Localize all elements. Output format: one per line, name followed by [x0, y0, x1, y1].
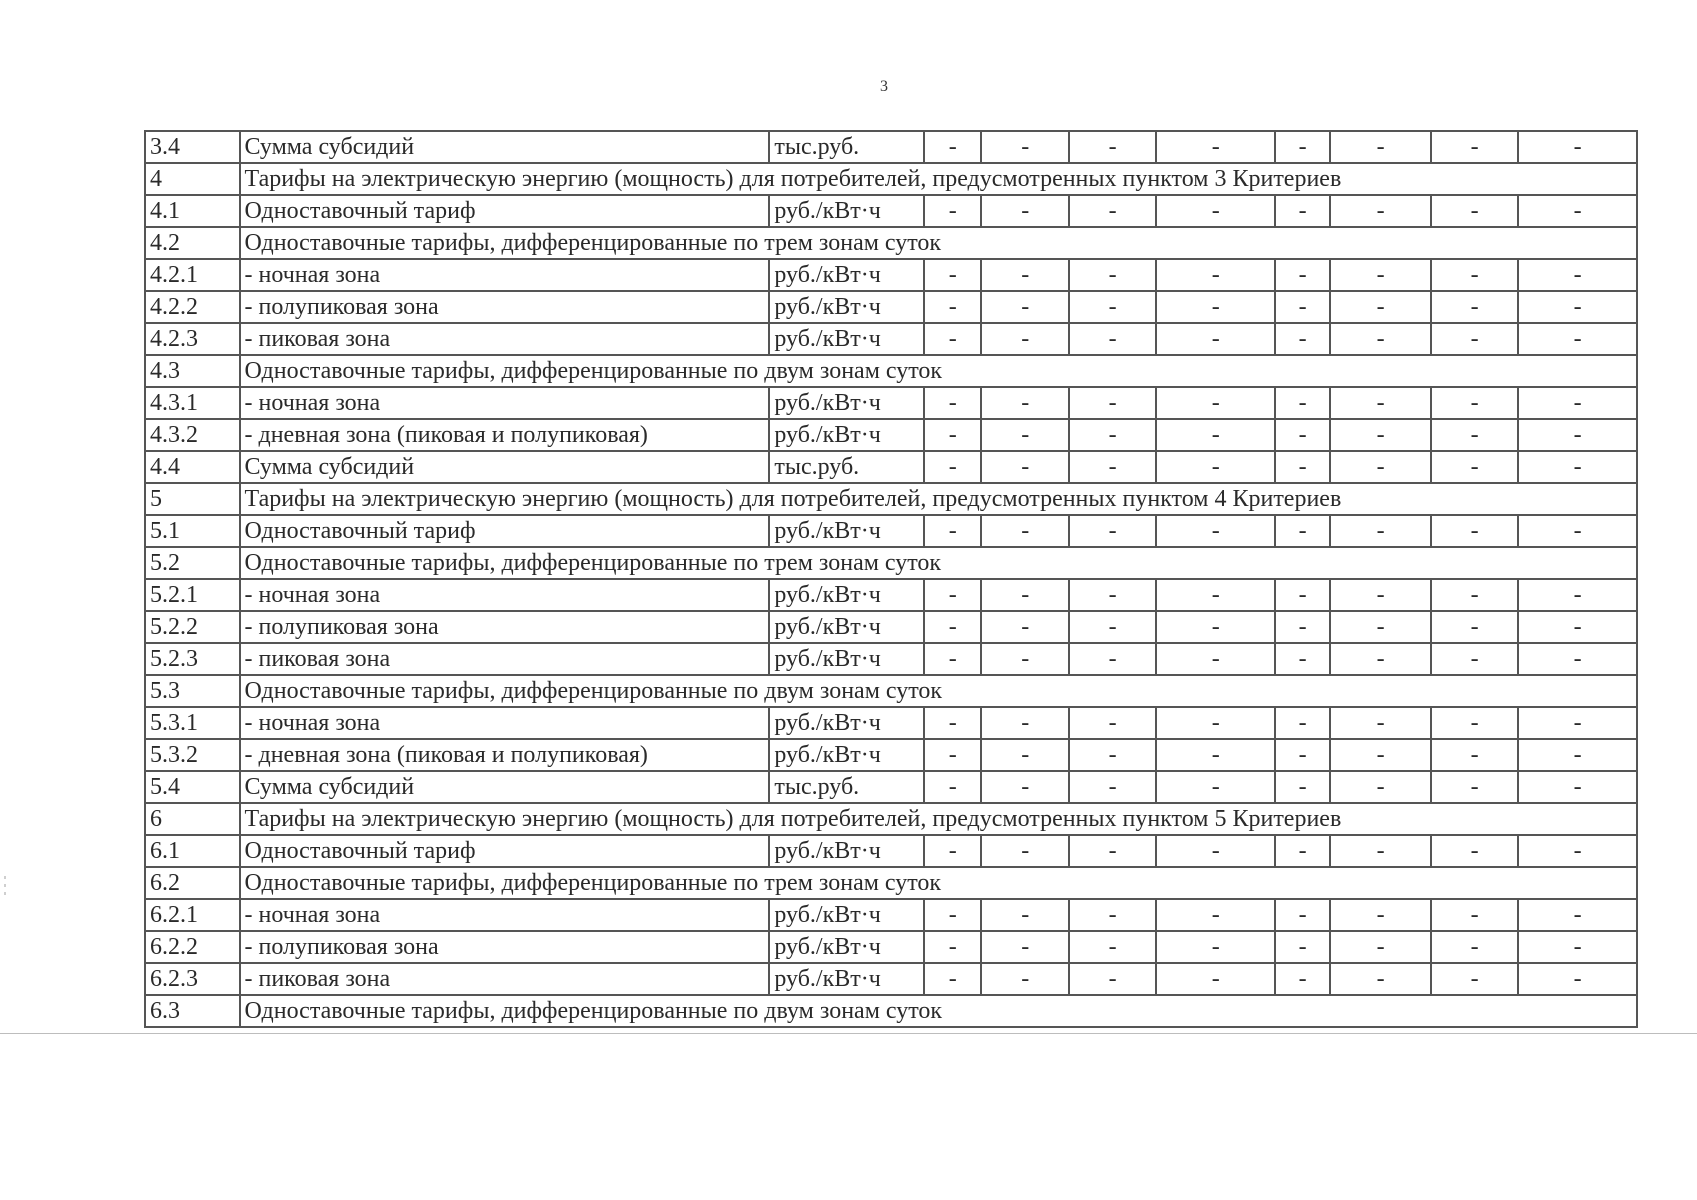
unit-cell: тыс.руб.: [769, 771, 924, 803]
row-number-cell: 5.2.2: [145, 611, 240, 643]
row-number-cell: 4.3.2: [145, 419, 240, 451]
value-cell: -: [1330, 515, 1431, 547]
value-cell: -: [1431, 515, 1518, 547]
value-cell: -: [1431, 611, 1518, 643]
row-number-cell: 4.2.1: [145, 259, 240, 291]
value-cell: -: [1518, 131, 1637, 163]
section-title-cell: Одноставочные тарифы, дифференцированные по трем зонам суток: [240, 227, 1638, 259]
row-name-cell: - ночная зона: [240, 259, 770, 291]
value-cell: -: [1156, 611, 1275, 643]
value-cell: -: [1069, 835, 1156, 867]
value-cell: -: [1518, 419, 1637, 451]
unit-cell: руб./кВт·ч: [769, 963, 924, 995]
section-row: [145, 803, 1637, 835]
row-number-cell: 3.4: [145, 131, 240, 163]
value-cell: -: [1069, 387, 1156, 419]
row-name-cell: Сумма субсидий: [240, 451, 770, 483]
value-cell: -: [1156, 131, 1275, 163]
table-row: [145, 195, 1637, 227]
value-cell: -: [924, 643, 981, 675]
unit-cell: руб./кВт·ч: [769, 515, 924, 547]
row-name-cell: - полупиковая зона: [240, 611, 770, 643]
value-cell: -: [1069, 707, 1156, 739]
value-cell: -: [924, 611, 981, 643]
value-cell: -: [1069, 291, 1156, 323]
unit-cell: руб./кВт·ч: [769, 899, 924, 931]
value-cell: -: [1431, 323, 1518, 355]
row-number-cell: 5.1: [145, 515, 240, 547]
unit-cell: руб./кВт·ч: [769, 259, 924, 291]
value-cell: -: [981, 131, 1068, 163]
unit-cell: руб./кВт·ч: [769, 707, 924, 739]
row-name-cell: - пиковая зона: [240, 323, 770, 355]
unit-cell: тыс.руб.: [769, 131, 924, 163]
unit-cell: тыс.руб.: [769, 451, 924, 483]
value-cell: -: [981, 611, 1068, 643]
value-cell: -: [1518, 195, 1637, 227]
value-cell: -: [1518, 387, 1637, 419]
unit-cell: руб./кВт·ч: [769, 611, 924, 643]
section-row: [145, 227, 1637, 259]
row-number-cell: 6.2: [145, 867, 240, 899]
value-cell: -: [1275, 643, 1330, 675]
unit-cell: руб./кВт·ч: [769, 195, 924, 227]
value-cell: -: [1431, 451, 1518, 483]
value-cell: -: [981, 579, 1068, 611]
scan-artifact-line: [0, 1033, 1697, 1034]
row-name-cell: - пиковая зона: [240, 643, 770, 675]
value-cell: -: [1330, 323, 1431, 355]
row-number-cell: 4.2.3: [145, 323, 240, 355]
row-number-cell: 4.3: [145, 355, 240, 387]
row-number-cell: 5.2.1: [145, 579, 240, 611]
value-cell: -: [1275, 419, 1330, 451]
value-cell: -: [1518, 451, 1637, 483]
row-number-cell: 5.2: [145, 547, 240, 579]
value-cell: -: [1431, 387, 1518, 419]
value-cell: -: [924, 451, 981, 483]
section-title-cell: Одноставочные тарифы, дифференцированные по трем зонам суток: [240, 867, 1638, 899]
table-row: [145, 771, 1637, 803]
row-name-cell: - пиковая зона: [240, 963, 770, 995]
value-cell: -: [1518, 899, 1637, 931]
value-cell: -: [1518, 643, 1637, 675]
table-row: [145, 323, 1637, 355]
table-row: [145, 291, 1637, 323]
value-cell: -: [1330, 131, 1431, 163]
value-cell: -: [1069, 611, 1156, 643]
unit-cell: руб./кВт·ч: [769, 835, 924, 867]
value-cell: -: [924, 131, 981, 163]
value-cell: -: [1518, 579, 1637, 611]
value-cell: -: [1156, 835, 1275, 867]
value-cell: -: [1156, 291, 1275, 323]
value-cell: -: [1275, 611, 1330, 643]
table-row: [145, 643, 1637, 675]
row-number-cell: 5.4: [145, 771, 240, 803]
value-cell: -: [924, 259, 981, 291]
row-number-cell: 4.4: [145, 451, 240, 483]
table-row: [145, 931, 1637, 963]
value-cell: -: [1156, 963, 1275, 995]
value-cell: -: [1431, 707, 1518, 739]
value-cell: -: [1275, 899, 1330, 931]
value-cell: -: [1431, 931, 1518, 963]
value-cell: -: [981, 771, 1068, 803]
value-cell: -: [981, 899, 1068, 931]
value-cell: -: [1431, 643, 1518, 675]
table-row: [145, 739, 1637, 771]
table-row: [145, 963, 1637, 995]
value-cell: -: [1330, 419, 1431, 451]
value-cell: -: [981, 835, 1068, 867]
table-row: [145, 579, 1637, 611]
value-cell: -: [1069, 963, 1156, 995]
section-title-cell: Тарифы на электрическую энергию (мощность) для потребителей, предусмотренных пунктом 3 Критериев: [240, 163, 1638, 195]
unit-cell: руб./кВт·ч: [769, 387, 924, 419]
row-number-cell: 4.1: [145, 195, 240, 227]
value-cell: -: [1431, 195, 1518, 227]
value-cell: -: [1156, 771, 1275, 803]
value-cell: -: [1069, 579, 1156, 611]
row-number-cell: 4.2: [145, 227, 240, 259]
section-title-cell: Тарифы на электрическую энергию (мощность) для потребителей, предусмотренных пунктом 4 Критериев: [240, 483, 1638, 515]
value-cell: -: [1431, 419, 1518, 451]
row-name-cell: - ночная зона: [240, 579, 770, 611]
value-cell: -: [924, 195, 981, 227]
row-number-cell: 5: [145, 483, 240, 515]
row-number-cell: 5.3.1: [145, 707, 240, 739]
value-cell: -: [1275, 579, 1330, 611]
row-name-cell: - дневная зона (пиковая и полупиковая): [240, 739, 770, 771]
value-cell: -: [1069, 739, 1156, 771]
value-cell: -: [1275, 771, 1330, 803]
row-name-cell: Одноставочный тариф: [240, 195, 770, 227]
value-cell: -: [924, 963, 981, 995]
value-cell: -: [1330, 835, 1431, 867]
section-row: [145, 547, 1637, 579]
value-cell: -: [1069, 323, 1156, 355]
value-cell: -: [1431, 771, 1518, 803]
value-cell: -: [1330, 451, 1431, 483]
value-cell: -: [924, 931, 981, 963]
unit-cell: руб./кВт·ч: [769, 291, 924, 323]
unit-cell: руб./кВт·ч: [769, 643, 924, 675]
value-cell: -: [1156, 323, 1275, 355]
value-cell: -: [1156, 899, 1275, 931]
value-cell: -: [924, 835, 981, 867]
value-cell: -: [981, 931, 1068, 963]
section-title-cell: Одноставочные тарифы, дифференцированные по двум зонам суток: [240, 675, 1638, 707]
value-cell: -: [981, 515, 1068, 547]
row-number-cell: 6.2.1: [145, 899, 240, 931]
value-cell: -: [924, 771, 981, 803]
value-cell: -: [1330, 707, 1431, 739]
value-cell: -: [1330, 579, 1431, 611]
value-cell: -: [1069, 195, 1156, 227]
unit-cell: руб./кВт·ч: [769, 931, 924, 963]
value-cell: -: [924, 515, 981, 547]
table-row: [145, 515, 1637, 547]
value-cell: -: [1275, 291, 1330, 323]
section-row: [145, 355, 1637, 387]
value-cell: -: [981, 387, 1068, 419]
row-name-cell: - ночная зона: [240, 707, 770, 739]
value-cell: -: [1330, 739, 1431, 771]
table-row: [145, 899, 1637, 931]
value-cell: -: [1156, 259, 1275, 291]
value-cell: -: [1518, 291, 1637, 323]
row-number-cell: 6: [145, 803, 240, 835]
value-cell: -: [1330, 291, 1431, 323]
value-cell: -: [1156, 451, 1275, 483]
value-cell: -: [981, 451, 1068, 483]
value-cell: -: [981, 963, 1068, 995]
value-cell: -: [1431, 835, 1518, 867]
value-cell: -: [1330, 195, 1431, 227]
value-cell: -: [1330, 899, 1431, 931]
table-row: [145, 835, 1637, 867]
table-row: [145, 131, 1637, 163]
value-cell: -: [1431, 739, 1518, 771]
row-name-cell: - ночная зона: [240, 899, 770, 931]
value-cell: -: [1156, 387, 1275, 419]
row-name-cell: - полупиковая зона: [240, 291, 770, 323]
value-cell: -: [1330, 643, 1431, 675]
value-cell: -: [1275, 515, 1330, 547]
row-number-cell: 5.3.2: [145, 739, 240, 771]
row-name-cell: - полупиковая зона: [240, 931, 770, 963]
table-row: [145, 387, 1637, 419]
value-cell: -: [1275, 131, 1330, 163]
value-cell: -: [1156, 579, 1275, 611]
value-cell: -: [1069, 643, 1156, 675]
value-cell: -: [981, 291, 1068, 323]
value-cell: -: [1431, 899, 1518, 931]
page-number: 3: [880, 78, 888, 95]
scan-artifact-mark: [4, 892, 6, 895]
row-number-cell: 6.3: [145, 995, 240, 1027]
value-cell: -: [1069, 515, 1156, 547]
section-row: [145, 483, 1637, 515]
value-cell: -: [1069, 419, 1156, 451]
value-cell: -: [924, 899, 981, 931]
table-row: [145, 707, 1637, 739]
row-number-cell: 6.2.2: [145, 931, 240, 963]
row-number-cell: 5.3: [145, 675, 240, 707]
section-title-cell: Одноставочные тарифы, дифференцированные по трем зонам суток: [240, 547, 1638, 579]
value-cell: -: [1518, 515, 1637, 547]
value-cell: -: [1330, 611, 1431, 643]
value-cell: -: [1275, 739, 1330, 771]
value-cell: -: [924, 323, 981, 355]
row-name-cell: - дневная зона (пиковая и полупиковая): [240, 419, 770, 451]
value-cell: -: [1431, 291, 1518, 323]
value-cell: -: [1069, 451, 1156, 483]
value-cell: -: [1518, 323, 1637, 355]
section-title-cell: Одноставочные тарифы, дифференцированные по двум зонам суток: [240, 995, 1638, 1027]
value-cell: -: [1275, 259, 1330, 291]
value-cell: -: [1156, 739, 1275, 771]
tariff-table: [144, 130, 1638, 1028]
unit-cell: руб./кВт·ч: [769, 579, 924, 611]
section-row: [145, 163, 1637, 195]
value-cell: -: [1156, 195, 1275, 227]
value-cell: -: [924, 387, 981, 419]
row-number-cell: 6.2.3: [145, 963, 240, 995]
value-cell: -: [981, 323, 1068, 355]
value-cell: -: [1518, 611, 1637, 643]
value-cell: -: [1518, 963, 1637, 995]
value-cell: -: [1069, 771, 1156, 803]
table-row: [145, 451, 1637, 483]
value-cell: -: [924, 579, 981, 611]
value-cell: -: [1275, 451, 1330, 483]
scan-artifact-mark: [4, 884, 6, 887]
value-cell: -: [1275, 387, 1330, 419]
scan-artifact-mark: [4, 876, 6, 879]
row-name-cell: Одноставочный тариф: [240, 835, 770, 867]
section-row: [145, 995, 1637, 1027]
section-title-cell: Тарифы на электрическую энергию (мощность) для потребителей, предусмотренных пунктом 5 Критериев: [240, 803, 1638, 835]
value-cell: -: [1069, 899, 1156, 931]
table-row: [145, 611, 1637, 643]
row-number-cell: 4.3.1: [145, 387, 240, 419]
value-cell: -: [1330, 259, 1431, 291]
value-cell: -: [1275, 835, 1330, 867]
value-cell: -: [1330, 771, 1431, 803]
value-cell: -: [1275, 931, 1330, 963]
table-row: [145, 419, 1637, 451]
value-cell: -: [1275, 323, 1330, 355]
section-row: [145, 867, 1637, 899]
value-cell: -: [1330, 931, 1431, 963]
value-cell: -: [1330, 387, 1431, 419]
row-number-cell: 4: [145, 163, 240, 195]
unit-cell: руб./кВт·ч: [769, 419, 924, 451]
value-cell: -: [1518, 835, 1637, 867]
value-cell: -: [1431, 963, 1518, 995]
value-cell: -: [1275, 707, 1330, 739]
row-name-cell: Сумма субсидий: [240, 771, 770, 803]
table-row: [145, 259, 1637, 291]
value-cell: -: [981, 419, 1068, 451]
unit-cell: руб./кВт·ч: [769, 739, 924, 771]
value-cell: -: [924, 419, 981, 451]
value-cell: -: [1518, 707, 1637, 739]
value-cell: -: [1518, 931, 1637, 963]
section-row: [145, 675, 1637, 707]
value-cell: -: [924, 707, 981, 739]
value-cell: -: [981, 259, 1068, 291]
section-title-cell: Одноставочные тарифы, дифференцированные по двум зонам суток: [240, 355, 1638, 387]
value-cell: -: [981, 707, 1068, 739]
value-cell: -: [1518, 259, 1637, 291]
row-number-cell: 5.2.3: [145, 643, 240, 675]
row-number-cell: 4.2.2: [145, 291, 240, 323]
value-cell: -: [1156, 931, 1275, 963]
value-cell: -: [1518, 771, 1637, 803]
value-cell: -: [1330, 963, 1431, 995]
row-name-cell: Одноставочный тариф: [240, 515, 770, 547]
value-cell: -: [924, 291, 981, 323]
row-number-cell: 6.1: [145, 835, 240, 867]
value-cell: -: [1431, 259, 1518, 291]
value-cell: -: [981, 643, 1068, 675]
value-cell: -: [1156, 419, 1275, 451]
value-cell: -: [1069, 931, 1156, 963]
value-cell: -: [924, 739, 981, 771]
value-cell: -: [1431, 579, 1518, 611]
value-cell: -: [1431, 131, 1518, 163]
value-cell: -: [1156, 707, 1275, 739]
tariff-table-body: [145, 131, 1637, 1027]
value-cell: -: [1156, 643, 1275, 675]
value-cell: -: [1275, 195, 1330, 227]
value-cell: -: [1156, 515, 1275, 547]
row-name-cell: - ночная зона: [240, 387, 770, 419]
unit-cell: руб./кВт·ч: [769, 323, 924, 355]
row-name-cell: Сумма субсидий: [240, 131, 770, 163]
value-cell: -: [981, 739, 1068, 771]
value-cell: -: [1275, 963, 1330, 995]
value-cell: -: [1069, 259, 1156, 291]
value-cell: -: [1069, 131, 1156, 163]
value-cell: -: [981, 195, 1068, 227]
value-cell: -: [1518, 739, 1637, 771]
